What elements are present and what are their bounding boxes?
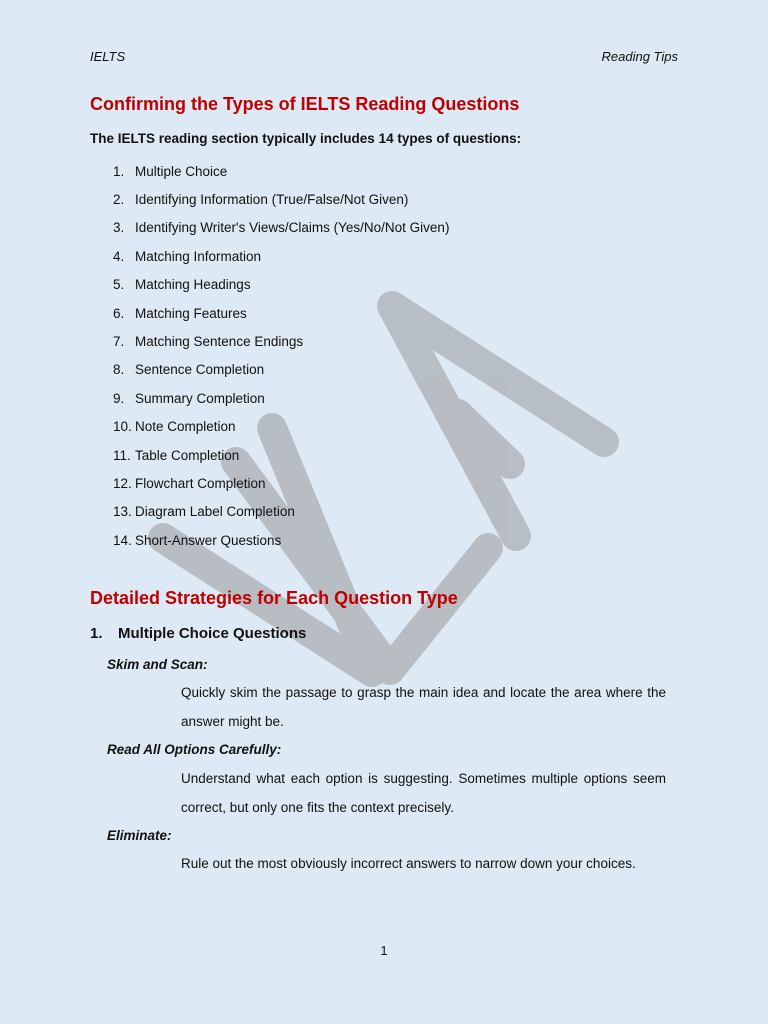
list-item-label: Summary Completion: [135, 390, 265, 406]
list-item-number: 11.: [113, 447, 131, 463]
subsection-label: Multiple Choice Questions: [118, 625, 307, 642]
list-item: [113, 327, 449, 355]
subsection-number: 1.: [90, 625, 103, 642]
list-item: [113, 441, 449, 469]
list-item-label: Short-Answer Questions: [135, 532, 282, 548]
list-item-number: 14.: [113, 532, 132, 548]
list-item-number: 10.: [113, 419, 132, 435]
list-item-number: 9.: [113, 390, 125, 406]
list-item: [113, 526, 449, 554]
list-item-label: Matching Sentence Endings: [135, 334, 304, 350]
list-item-number: 13.: [113, 504, 132, 520]
list-item-label: Flowchart Completion: [135, 475, 266, 491]
list-item-number: 2.: [113, 192, 125, 208]
intro-text: The IELTS reading section typically includes 14 types of questions:: [90, 131, 522, 146]
list-item-label: Diagram Label Completion: [135, 504, 295, 520]
list-item: [113, 271, 449, 299]
tip-heading: Skim and Scan:: [107, 657, 208, 672]
list-item-label: Identifying Writer's Views/Claims (Yes/No/Not Given): [135, 220, 450, 236]
list-item-label: Note Completion: [135, 419, 236, 435]
list-item-label: Multiple Choice: [135, 163, 228, 179]
section-title-strategies: Detailed Strategies for Each Question Type: [90, 588, 458, 608]
list-item: [113, 469, 449, 497]
list-item-label: Matching Features: [135, 305, 247, 321]
section-title-question-types: Confirming the Types of IELTS Reading Questions: [90, 94, 520, 114]
list-item: [113, 242, 449, 270]
list-item-number: 3.: [113, 220, 125, 236]
list-item-label: Identifying Information (True/False/Not Given): [135, 192, 409, 208]
question-type-list: [113, 157, 449, 554]
tip-heading: Eliminate:: [107, 828, 172, 843]
list-item: [113, 384, 449, 412]
list-item: [113, 498, 449, 526]
list-item: [113, 413, 449, 441]
list-item-label: Matching Information: [135, 248, 262, 264]
list-item-number: 8.: [113, 362, 125, 378]
list-item-number: 4.: [113, 248, 125, 264]
list-item: [113, 299, 449, 327]
tip-text: Understand what each option is suggesting. Sometimes multiple options seem correct, but only one fits the context precisely.: [181, 771, 666, 815]
header-left: IELTS: [90, 49, 126, 64]
list-item: [113, 185, 449, 213]
list-item-number: 7.: [113, 334, 125, 350]
list-item-number: 5.: [113, 277, 125, 293]
header-right: Reading Tips: [601, 49, 678, 64]
list-item-number: 1.: [113, 163, 125, 179]
tip-heading: Read All Options Carefully:: [107, 742, 282, 757]
list-item: [113, 214, 449, 242]
list-item-number: 12.: [113, 475, 132, 491]
page-number: 1: [380, 943, 388, 958]
tip-text: Rule out the most obviously incorrect answers to narrow down your choices.: [181, 856, 636, 871]
subsection-title: [90, 625, 306, 642]
list-item-label: Matching Headings: [135, 277, 251, 293]
list-item-label: Table Completion: [135, 447, 240, 463]
tip-text: Quickly skim the passage to grasp the main idea and locate the area where the answer might be.: [181, 685, 666, 729]
list-item: [113, 157, 449, 185]
list-item: [113, 356, 449, 384]
list-item-number: 6.: [113, 305, 125, 321]
list-item-label: Sentence Completion: [135, 362, 265, 378]
